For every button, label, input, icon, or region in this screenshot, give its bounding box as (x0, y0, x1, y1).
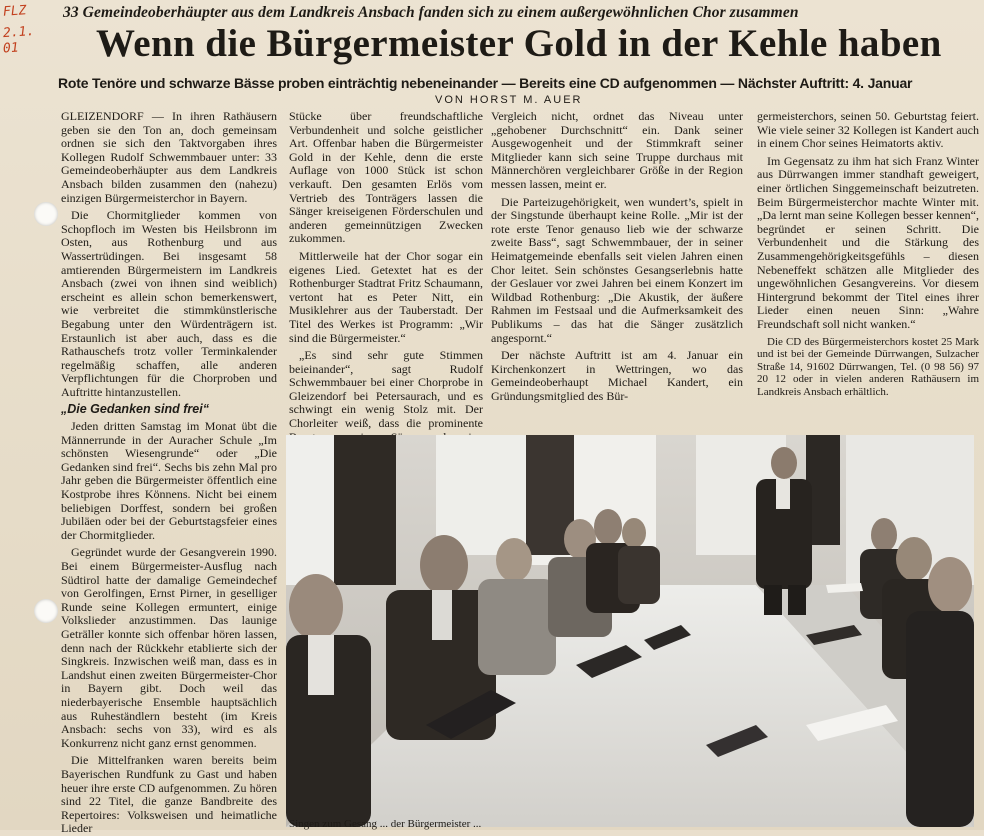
article-subheadline: Rote Tenöre und schwarze Bässe proben einträchtig nebeneinander — Bereits eine CD aufgenommen — Nächster Auftritt: 4. Januar (58, 75, 913, 91)
paragraph: Im Gegensatz zu ihm hat sich Franz Winter aus Dürrwangen immer standhaft geweigert, einer örtlichen Singgemeinschaft beizutreten. Beim Bürgermeisterchor machte Winter mit. „Da lernt man seine Kollegen besser kennen“, begründet er seinen Schritt. Die Verbundenheit und die Stärkung des Zusammengehörigkeitsgefühls – diesen Nebeneffekt schätzen alle Mitglieder des ungewöhnlichen Gesangvereins. Vor diesem Hintergrund bekommt der Titel eines ihrer Lieder einen neuen Sinn: „Wahre Freundschaft soll nicht wanken.“ (757, 153, 979, 331)
paragraph: Gegründet wurde der Gesangverein 1990. Bei einem Bürgermeister-Ausflug nach Südtirol hatte der damalige Gemeindechef von Gerolfingen, Ernst Pirner, in geselliger Runde seine Kollegen ermuntert, einige Volkslieder anzustimmen. Das launige Geträller konnte sich offenbar hören lassen, denn nach der Rückkehr etablierte sich der Singkreis. Inzwischen weiß man, dass es in Landshut einen zweiten Bürgermeister-Chor in Bayern gibt. Doch weil das niederbayerische Ensemble hauptsächlich aus Ruheständlern besteht (im Kreis Ansbach: sechs von 33), wird es als Konkurrenz nicht ganz ernst genommen. (61, 545, 277, 750)
paragraph: „Es sind sehr gute Stimmen beieinander“, sagt Rudolf Schwemmbauer bei einer Chorprobe in Gleizendorf bei Petersaurach, und es schwingt ein wenig Stolz mit. Der Chorleiter weiß, dass die prominente (289, 348, 483, 431)
photo-caption: Singen zum Gesang ... der Bürgermeister ... (289, 818, 482, 830)
handwritten-note-year: 01 (2, 40, 20, 57)
paragraph: Die CD des Bürgermeisterchors kostet 25 Mark und ist bei der Gemeinde Dürrwangen, Sulzacher Straße 14, 91602 Dürrwangen, Tel. (0 98 56) 97 20 12 oder in vielen anderen Rathäusern im Landkreis Ansbach erhältlich. (757, 335, 979, 398)
paragraph: Die Chormitglieder kommen von Schopfloch im Westen bis Heilsbronn im Osten, aus Rothenburg und aus Wassertrüdingen. Bei insgesamt 58 amtierenden Bürgermeistern im Landkreis Ansbach (zwei von ihnen sind weiblich) erscheint es allein schon bemerkenswert, wie verbreitet die stimmkünstlerische Begabung unter den Würdenträgern ist. Erstaunlich ist aber auch, dass es die Rathauschefs trotz voller Terminkalender regelmäßig schaffen, alle anderen Verpflichtungen für die Chorproben und Auftritte hintanzustellen. (61, 208, 277, 399)
choir-photo (286, 435, 974, 827)
article-column-4 (757, 110, 979, 432)
punch-hole-top (34, 202, 58, 226)
handwritten-note-date: 2.1. (2, 23, 35, 42)
paragraph: Die Mittelfranken waren bereits beim Bayerischen Rundfunk zu Gast und haben heuer ihre erste CD aufgenommen. Zu hören sind 22 Titel, die ganze Bandbreite des Repertoires: Volksweisen und heimatliche Lieder (61, 753, 277, 836)
punch-hole-bottom (34, 599, 58, 623)
choir-photo-illustration (286, 435, 974, 827)
article-column-3 (491, 110, 743, 432)
paragraph: germeisterchors, seinen 50. Geburtstag feiert. Wie viele seiner 32 Kollegen ist Kandert auch in einem Chor seines Heimatorts aktiv. (757, 109, 979, 151)
paragraph: Mittlerweile hat der Chor sogar ein eigenes Lied. Getextet hat es der Rothenburger Stadtrat Fritz Schaumann, vertont hat es Peter Nitt, ein Musiklehrer aus der Tauberstadt. Der Titel des Werkes ist Programm: „Wir sind die Bürgermeister.“ (289, 248, 483, 345)
paragraph: Vergleich nicht, ordnet das Niveau unter „gehobener Durchschnitt“ ein. Dank seiner Ausgewogenheit und der Stimmkraft seiner Mitglieder kann sich seine Truppe durchaus mit Männerchören vergleichbarer Größe in der Region messen lassen, meint er. (491, 109, 743, 191)
paragraph: GLEIZENDORF — In ihren Rathäusern geben sie den Ton an, doch gemeinsam ordnen sie sich den Taktvorgaben ihres Kollegen Rudolf Schwemmbauer unter: 33 Gemeindeoberhäupter aus dem Landkreis Ansbach bilden zusammen den (nahezu) einzigen Bürgermeisterchor in Bayern. (61, 109, 277, 205)
article-headline: Wenn die Bürgermeister Gold in der Kehle haben (96, 22, 942, 65)
article-kicker: 33 Gemeindeoberhäupter aus dem Landkreis Ansbach fanden sich zu einem außergewöhnlichen Chor zusammen (63, 4, 799, 21)
article-column-1 (61, 109, 277, 836)
article-byline: VON HORST M. AUER (435, 94, 583, 106)
article-column-2 (289, 110, 483, 432)
handwritten-note-source: FLZ (2, 3, 27, 20)
paragraph: Der nächste Auftritt ist am 4. Januar ein Kirchenkonzert in Wettringen, wo das Gemeindeoberhaupt Michael Kandert, ein Gründungsmitglied des Bür- (491, 348, 743, 403)
paragraph: Die Parteizugehörigkeit, wen wundert’s, spielt in der Singstunde überhaupt keine Rolle. „Mir ist der rote erste Tenor genauso lieb wie der schwarze zweite Bass“, sagt Schwemmbauer, der in seiner Heimatgemeinde ebenfalls seit vielen Jahren einen Chor leitet. Sein schönstes Gesangserlebnis hatte der Geslauer vor zwei Jahren bei einem Konzert im Wildbad Rothenburg: „Die Akustik, der äußere Rahmen im Festsaal und die Aufmerksamkeit des Publikums – das hat die Sänger zusätzlich angespornt.“ (491, 194, 743, 345)
paragraph: Stücke über freundschaftliche Verbundenheit und solche geistlicher Art. Offenbar haben die Bürgermeister Gold in der Kehle, denn die erste Auflage von 1000 Stück ist schon verkauft. Den gesamten Erlös vom Vertrieb des Tonträgers lassen die Sänger kreiseigenen Förderschulen und anderen gemeinnützigen Zwecken zukommen. (289, 109, 483, 246)
section-heading: „Die Gedanken sind frei“ (61, 402, 209, 417)
paragraph: Jeden dritten Samstag im Monat übt die Männerrunde in der Auracher Schule „Im schönsten Wiesengrunde“ oder „Die Gedanken sind frei“. Sechs bis zehn Mal pro Jahr geben die Bürgermeister öffentlich eine Kostprobe ihres Könnens. Nicht bei einem beliebigen Dorffest, sondern bei großen Jubiläen oder bei der Geburtstagsfeier eines der Chormitglieder. (61, 419, 277, 542)
